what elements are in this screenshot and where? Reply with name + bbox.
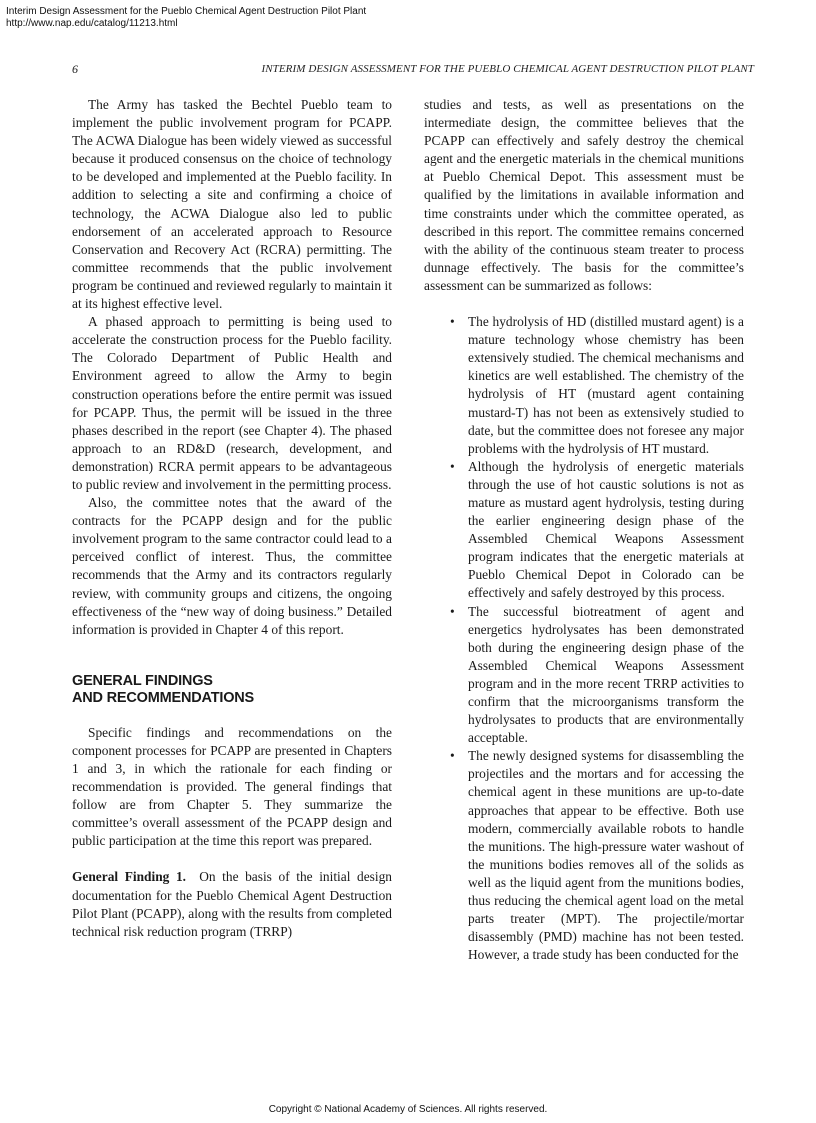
page-number: 6 bbox=[72, 62, 78, 76]
right-column bbox=[424, 96, 744, 964]
running-header bbox=[72, 62, 754, 78]
finding-paragraph bbox=[72, 868, 392, 940]
list-item bbox=[424, 603, 744, 748]
list-item-text: The successful biotreatment of agent and energetics hydrolysates has been demonstrated both during the engineering design phase of the Assembled Chemical Weapons Assessment program and in the more recent TRRP activities to confirm that the microorganisms transform the hydrolysates to products that are environmentally acceptable. bbox=[468, 603, 744, 746]
bullet-icon: • bbox=[450, 314, 455, 330]
bullet-icon: • bbox=[450, 458, 455, 474]
paragraph: Also, the committee notes that the award of the contracts for the PCAPP design and for the public involvement program to the same contractor could lead to a perceived conflict of interest. Thus, the committee recommends that the Army and its contractors regularly review, with community groups and citizens, the ongoing effectiveness of the “new way of doing business.” Detailed information is provided in Chapter 4 of this report. bbox=[72, 495, 392, 637]
list-item bbox=[424, 747, 744, 964]
list-item-text: The newly designed systems for disassembling the projectiles and the mortars and for accessing the chemical agent in these munitions are up-to-date approaches that appear to be effective. Both use modern, commercially available robots to handle the munitions. The high-pressure water washout of the munitions bodies removes all of the solids as well as the liquid agent from the munitions bodies, thus reducing the chemical agent load on the metal parts treater (MPT). The projectile/mortar disassembly (PMD) machine has not been tested. However, a trade study has been conducted for the bbox=[468, 748, 744, 963]
finding-label: General Finding 1. bbox=[72, 869, 186, 885]
section-heading bbox=[72, 673, 392, 707]
list-item-text: The hydrolysis of HD (distilled mustard agent) is a mature technology whose chemistry has been extensively studied. The chemical mechanisms and kinetics are well established. The chemistry of the hydrolysis of HT (mustard agent containing mustard-T) has not been as extensively studied to date, but the committee does not foresee any major problems with the hydrolysis of HT mustard. bbox=[468, 314, 744, 456]
bullet-icon: • bbox=[450, 603, 455, 619]
running-title: INTERIM DESIGN ASSESSMENT FOR THE PUEBLO CHEMICAL AGENT DESTRUCTION PILOT PLANT bbox=[261, 63, 754, 75]
paragraph: Specific findings and recommendations on the component processes for PCAPP are presented in Chapters 1 and 3, in which the rationale for each finding or recommendation is provided. The general findings that follow are from Chapter 5. They summarize the committee’s overall assessment of the PCAPP design and public participation at the time this report was prepared. bbox=[72, 724, 392, 849]
copyright-notice: Copyright © National Academy of Sciences. All rights reserved. bbox=[268, 1104, 548, 1115]
source-url[interactable]: http://www.nap.edu/catalog/11213.html bbox=[6, 18, 178, 29]
finding-text: On the basis of the initial design documentation for the Pueblo Chemical Agent Destruction Pilot Plant (PCAPP), along with the results from completed technical risk reduction program (TRRP) bbox=[72, 869, 392, 939]
bullet-icon: • bbox=[450, 748, 455, 764]
source-doc-title: Interim Design Assessment for the Pueblo Chemical Agent Destruction Pilot Plant bbox=[6, 6, 367, 17]
list-item bbox=[424, 313, 744, 458]
list-item bbox=[424, 458, 744, 603]
source-header bbox=[6, 6, 366, 30]
bullet-list bbox=[424, 313, 744, 964]
paragraph: The Army has tasked the Bechtel Pueblo team to implement the public involvement program for PCAPP. The ACWA Dialogue has been widely viewed as successful because it produced consensus on the choice of technology to be developed and implemented at the Pueblo facility. In addition to selecting a site and confirming a choice of technology, the ACWA Dialogue also led to public endorsement of an accelerated approach to Resource Conservation and Recovery Act (RCRA) permitting. The committee recommends that the public involvement program be continued and reviewed regularly to maintain it at its highest effective level. bbox=[72, 97, 392, 312]
paragraph: A phased approach to permitting is being used to accelerate the construction process for the Pueblo facility. The Colorado Department of Public Health and Environment agreed to allow the Army to begin construction operations before the entire permit was issued for PCAPP. Thus, the permit will be issued in the three phases described in the report (see Chapter 4). The phased approach to an RD&D (research, development, and demonstration) RCRA permit appears to be advantageous to public review and involvement in the permitting process. bbox=[72, 314, 392, 492]
section-heading-line: AND RECOMMENDATIONS bbox=[72, 689, 255, 706]
section-heading-line: GENERAL FINDINGS bbox=[72, 672, 213, 689]
paragraph: studies and tests, as well as presentations on the intermediate design, the committee believes that the PCAPP can effectively and safely destroy the chemical agent and the energetic materials in the chemical munitions at Pueblo Chemical Depot. This assessment must be qualified by the limitations in available information and time constraints under which the committee operated, as described in this report. The committee remains concerned with the ability of the continuous steam treater to process dunnage effectively. The basis for the committee’s assessment can be summarized as follows: bbox=[424, 97, 744, 293]
left-column bbox=[72, 96, 392, 941]
list-item-text: Although the hydrolysis of energetic materials through the use of hot caustic solutions is not as mature as mustard agent hydrolysis, testing during the earlier engineering design phase of the Assembled Chemical Weapons Assessment program indicates that the energetic materials at Pueblo Chemical Depot in Colorado can be effectively and safely destroyed by this process. bbox=[468, 458, 744, 601]
